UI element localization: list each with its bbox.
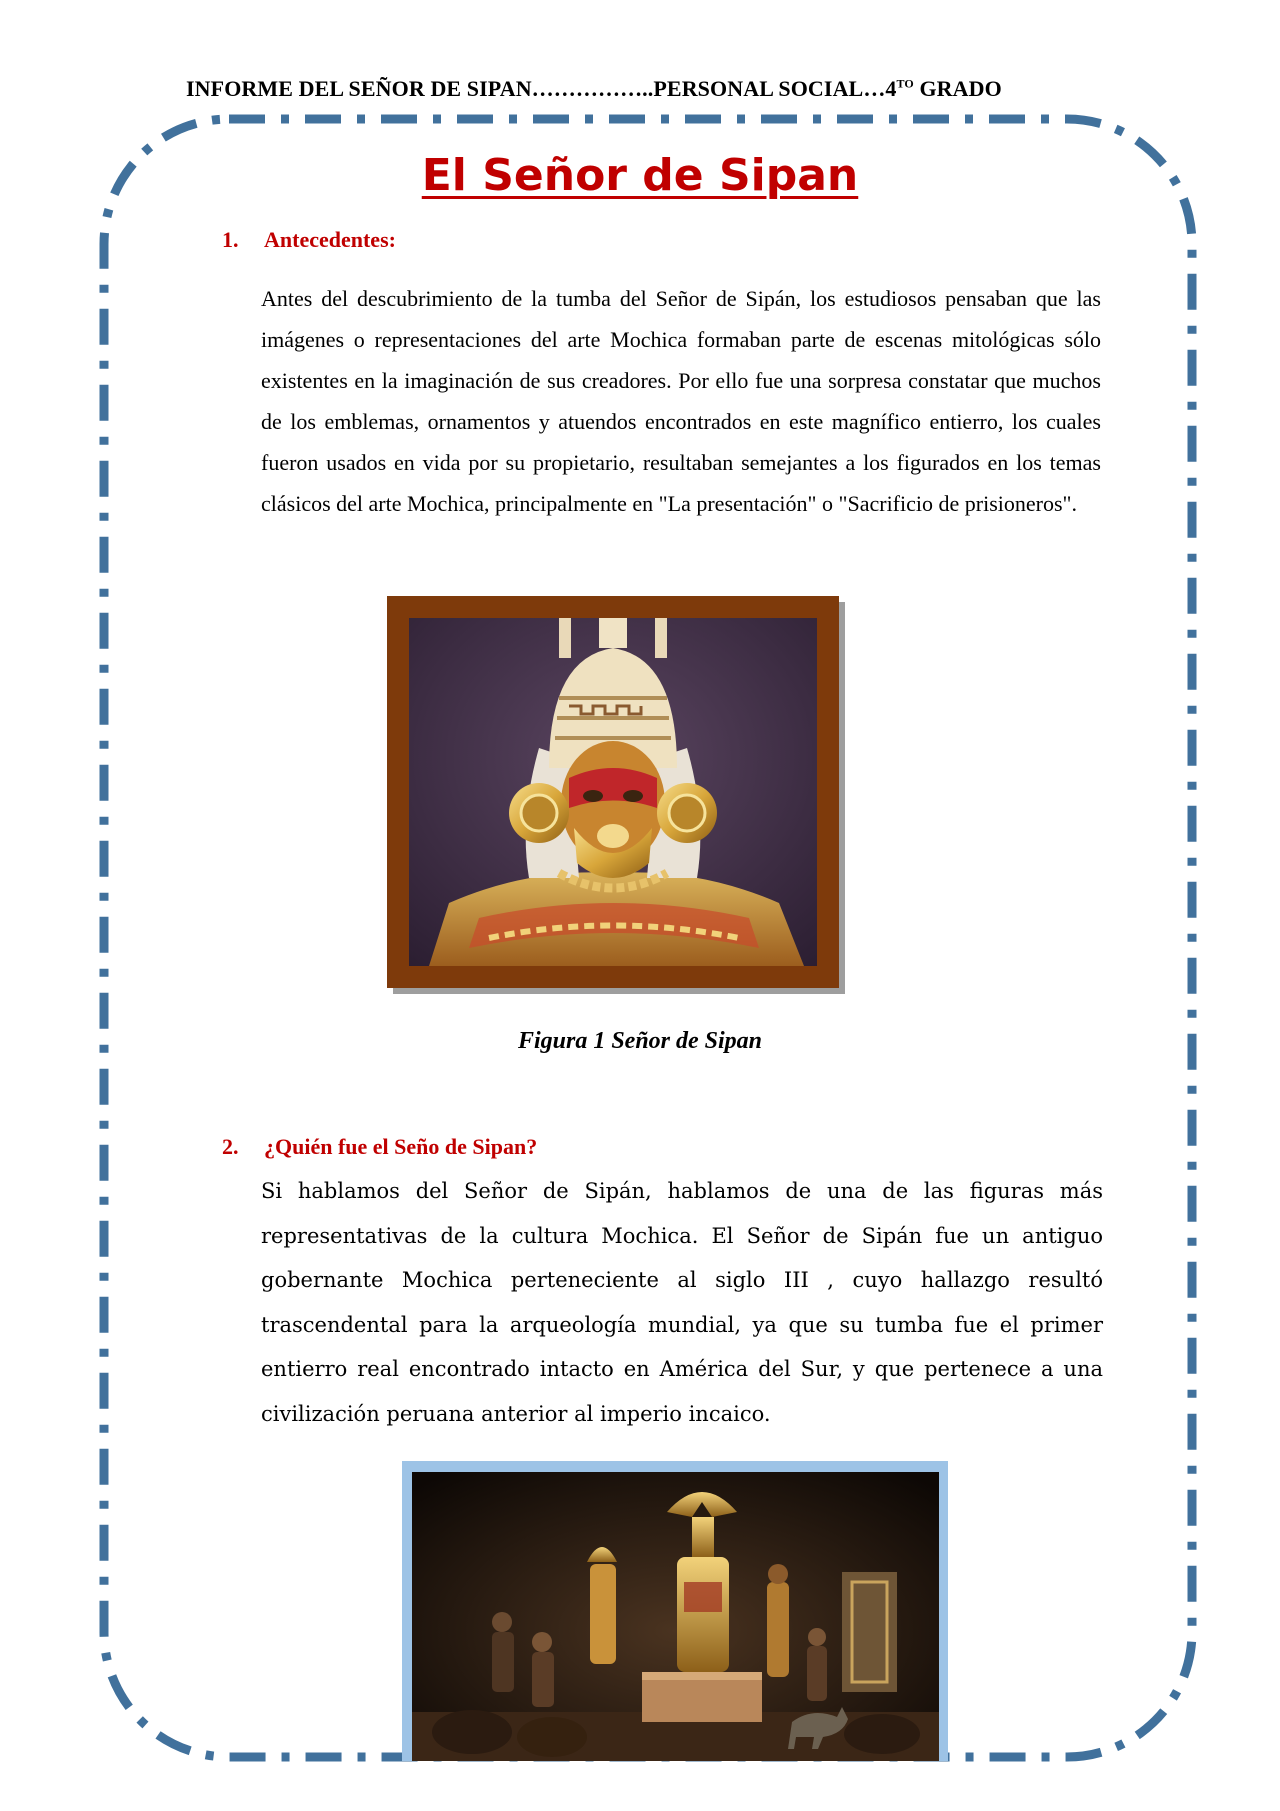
section-number: 1. [222,227,239,252]
paragraph-antecedentes: Antes del descubrimiento de la tumba del Señor de Sipán, los estudiosos pensaban que las imágenes o representaciones del arte Mochica formaban parte de escenas mitológicas sólo existentes en la imaginación de sus creadores. Por ello fue una sorpresa constatar que muchos de los emblemas, ornamentos y atuendos encontrados en este magnífico entierro, los cuales fueron usados en vida por su propietario, resultaban semejantes a los figurados en los temas clásicos del arte Mochica, principalmente en "La presentación" o "Sacrificio de prisioneros". [261,286,1101,516]
paragraph-quien-fue: Si hablamos del Señor de Sipán, hablamos de una de las figuras más representativas de la cultura Mochica. El Señor de Sipán fue un antiguo gobernante Mochica perteneciente al siglo III , cuyo hallazgo resultó trascendental para la arqueología mundial, ya que su tumba fue el primer entierro real encontrado intacto en América del Sur, y que pertenece a una civilización peruana anterior al imperio incaico. [261,1179,1103,1426]
section-title: Antecedentes: [264,227,396,252]
header-suffix: GRADO [913,76,1002,101]
diorama-image [412,1472,939,1761]
figure-museum-diorama [402,1461,948,1761]
section-heading-antecedentes [222,227,396,253]
diorama-illustration [412,1472,939,1761]
portrait-illustration [409,618,817,966]
document-title: El Señor de Sipan [421,150,859,201]
section-heading-quien-fue [222,1134,537,1160]
figure-senor-de-sipan-portrait [387,596,839,988]
header-superscript: TO [896,76,914,91]
header-text: INFORME DEL SEÑOR DE SIPAN……………..PERSONAL SOCIAL…4 [186,76,897,101]
running-header [186,76,1086,102]
section-title: ¿Quién fue el Seño de Sipan? [264,1134,538,1159]
figure-caption: Figura 1 Señor de Sipan [517,1028,763,1054]
section-number: 2. [222,1134,239,1159]
portrait-image [409,618,817,966]
